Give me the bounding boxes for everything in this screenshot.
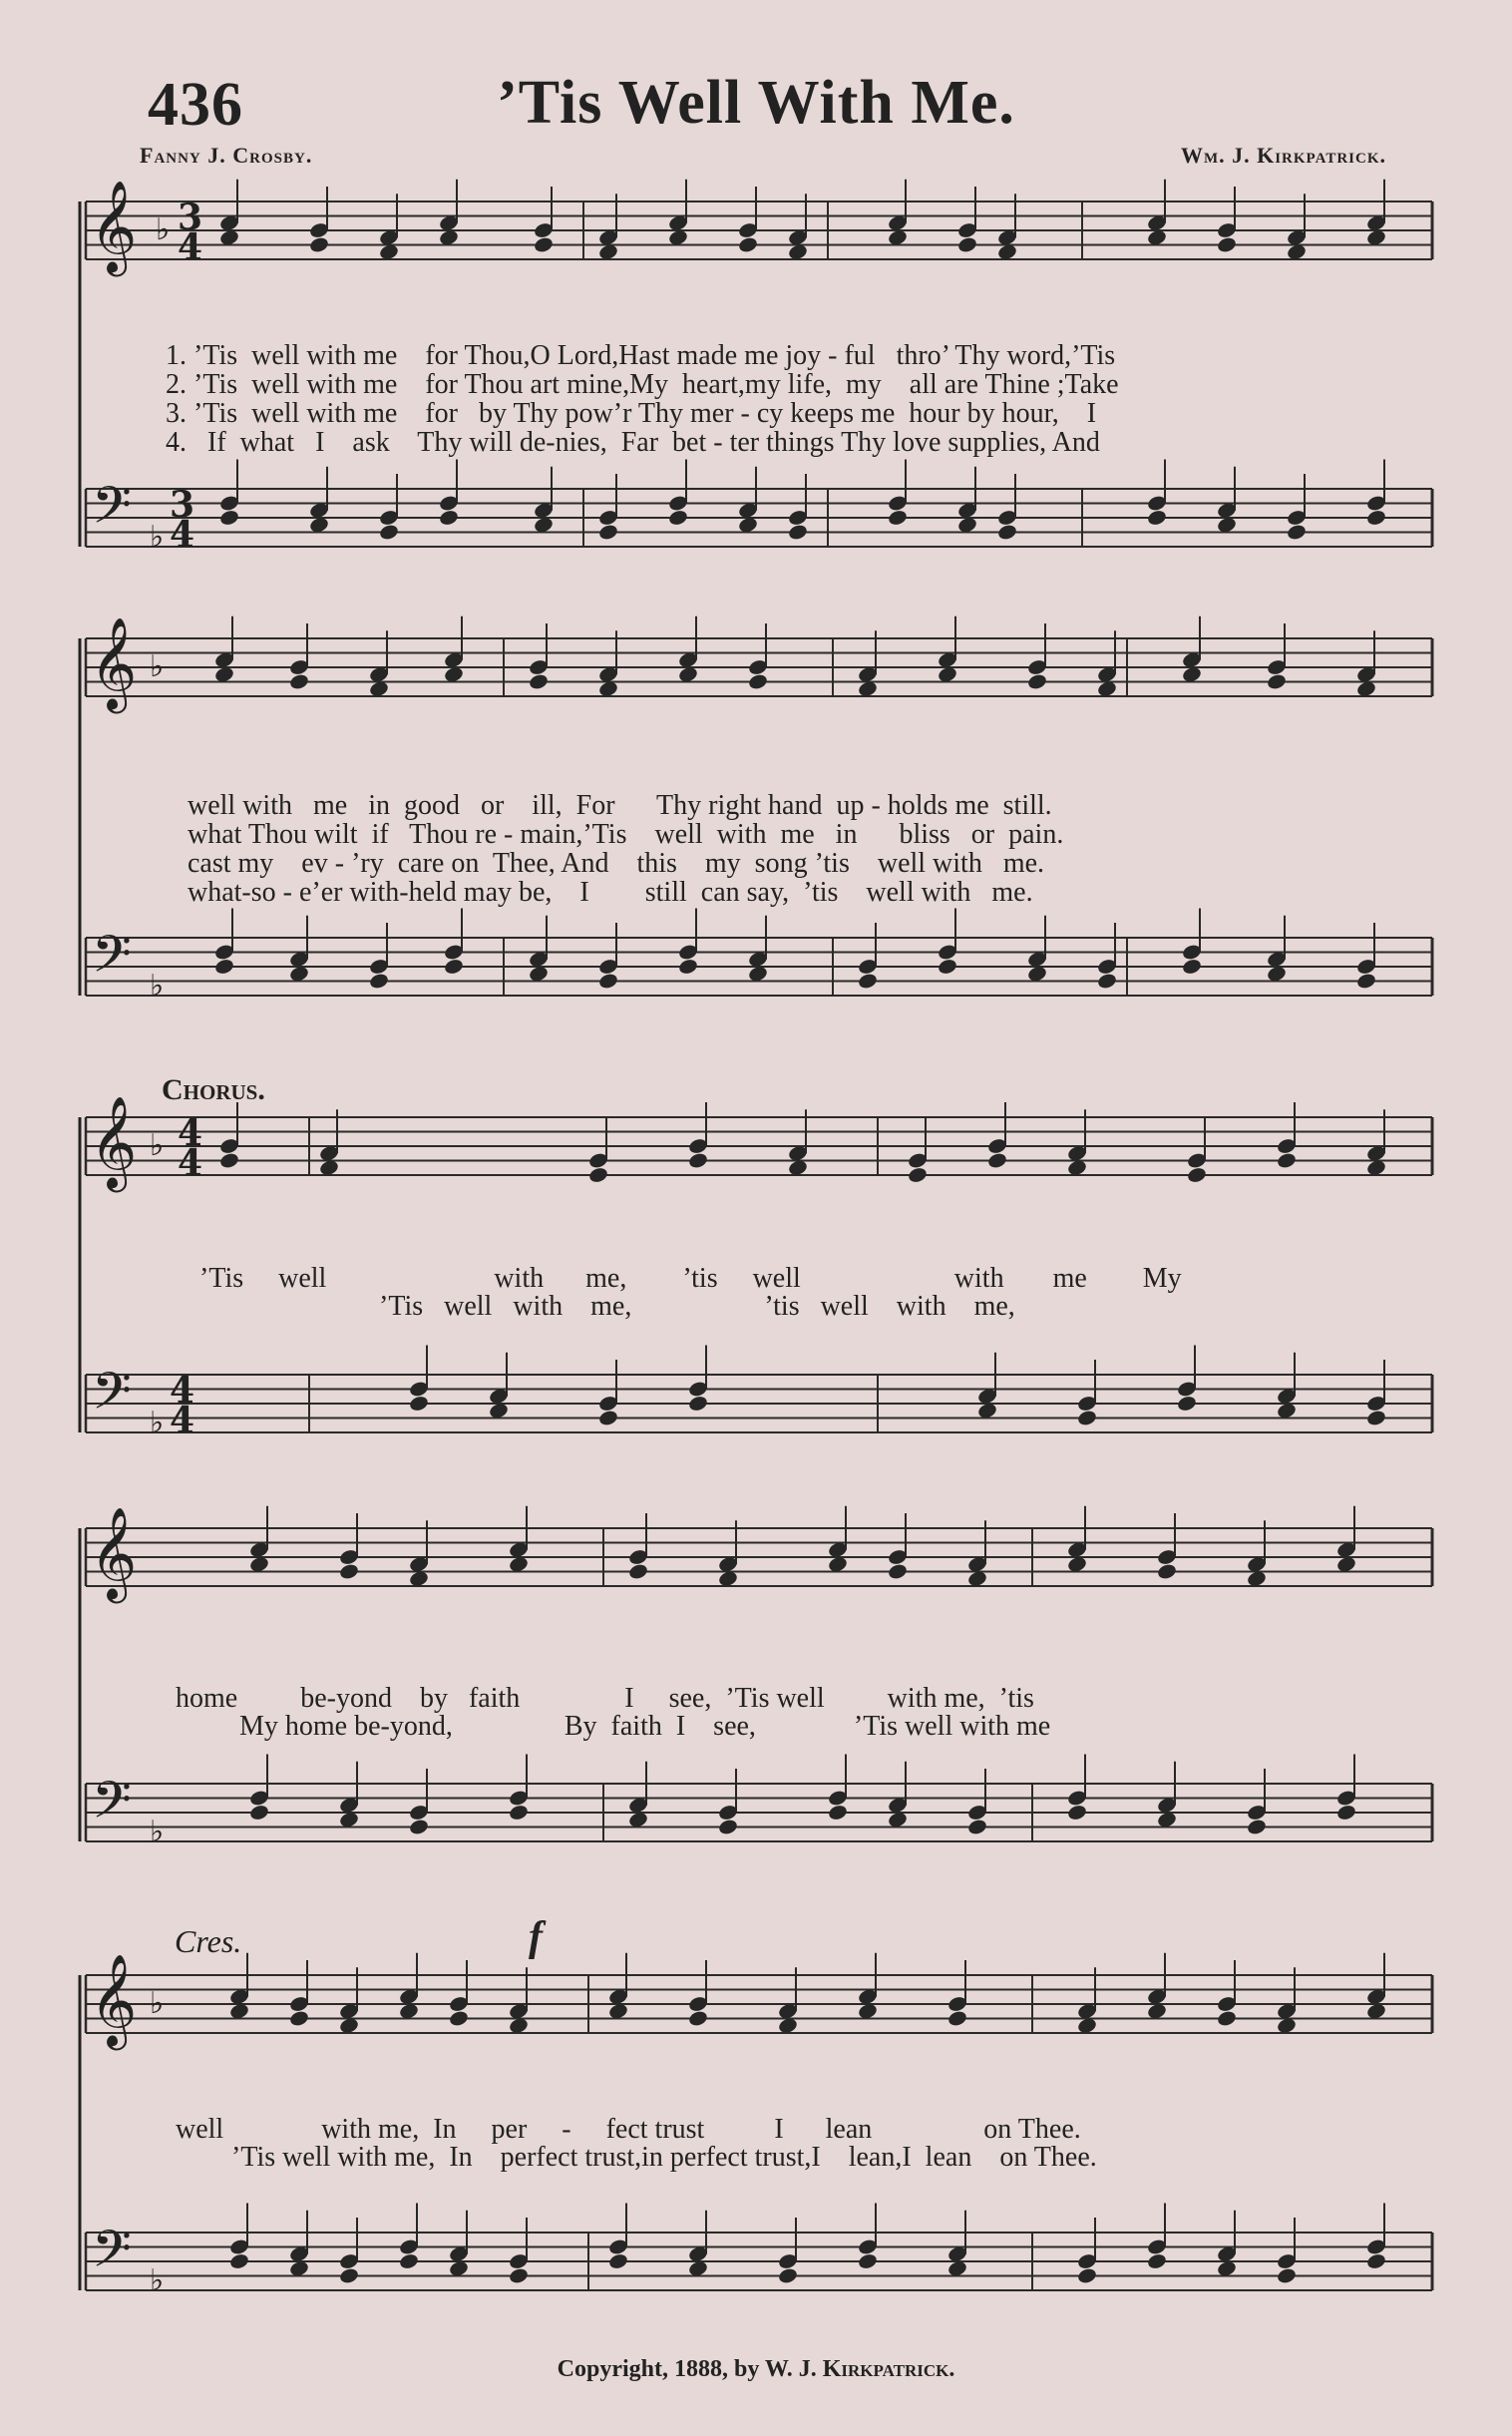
treble-clef: 𝄞 bbox=[90, 1506, 138, 1599]
note-head bbox=[443, 958, 464, 976]
note-head bbox=[1365, 509, 1386, 527]
bass-clef: 𝄢 bbox=[92, 1361, 132, 1433]
note-head bbox=[986, 1151, 1007, 1169]
note-head bbox=[308, 235, 329, 253]
chorus-lyrics-upper: home be-yond by faith I see, ’Tis well with me, ’tis bbox=[176, 1683, 1034, 1714]
note-head bbox=[1146, 2252, 1167, 2270]
note-head bbox=[677, 958, 698, 976]
note-head bbox=[956, 235, 977, 253]
treble-clef: 𝄞 bbox=[90, 180, 138, 272]
verse-1-line: well with me in good or ill, For Thy right hand up - holds me still. bbox=[188, 790, 1052, 821]
time-signature: 3 bbox=[178, 197, 203, 238]
bass-clef: 𝄢 bbox=[92, 2219, 132, 2291]
note-head bbox=[398, 2252, 419, 2270]
note-head bbox=[907, 1166, 928, 1184]
note-head bbox=[1176, 1395, 1197, 1413]
treble-clef: 𝄞 bbox=[90, 1953, 138, 2046]
key-signature: ♭ bbox=[150, 1815, 165, 1849]
key-signature: ♭ bbox=[156, 212, 171, 247]
note-head bbox=[787, 523, 808, 541]
note-head bbox=[368, 972, 389, 990]
note-head bbox=[887, 1562, 908, 1580]
note-head bbox=[627, 1562, 648, 1580]
chorus-lyrics-lower: ’Tis well with me, In perfect trust,in perfect trust,I lean,I lean on Thee. bbox=[231, 2142, 1097, 2173]
note-head bbox=[1096, 972, 1117, 990]
chorus-lyrics-upper: well with me, In per - fect trust I lean on Thee. bbox=[176, 2114, 1081, 2145]
treble-clef: 𝄞 bbox=[90, 1095, 138, 1188]
note-head bbox=[218, 1151, 239, 1169]
crescendo-mark: Cres. bbox=[175, 1923, 242, 1959]
note-head bbox=[1286, 523, 1307, 541]
note-head bbox=[597, 972, 618, 990]
note-head bbox=[288, 672, 309, 690]
forte-mark: f bbox=[529, 1914, 543, 1960]
chorus-lyrics-lower: ’Tis well with me, ’tis well with me, bbox=[379, 1291, 1015, 1322]
key-signature: ♭ bbox=[150, 649, 165, 684]
note-head bbox=[937, 958, 957, 976]
note-head bbox=[508, 2266, 529, 2284]
note-head bbox=[213, 958, 234, 976]
time-signature: 4 bbox=[178, 1142, 203, 1184]
time-signature: 4 bbox=[170, 1400, 195, 1441]
note-head bbox=[1246, 1818, 1267, 1835]
note-head bbox=[1276, 2266, 1297, 2284]
note-head bbox=[338, 2266, 359, 2284]
verse-3-line: cast my ev - ’ry care on Thee, And this my song ’tis well with me. bbox=[188, 848, 1045, 879]
note-head bbox=[1146, 509, 1167, 527]
note-head bbox=[887, 509, 908, 527]
note-head bbox=[1066, 1804, 1087, 1822]
note-head bbox=[338, 1562, 359, 1580]
verse-1-line: 1. ’Tis well with me for Thou,O Lord,Hast made me joy - ful thro’ Thy word,’Tis bbox=[166, 340, 1116, 371]
time-signature: 4 bbox=[178, 226, 203, 268]
note-head bbox=[1335, 1804, 1356, 1822]
note-head bbox=[747, 672, 768, 690]
key-signature: ♭ bbox=[150, 2263, 165, 2298]
key-signature: ♭ bbox=[150, 1128, 165, 1163]
note-head bbox=[1181, 958, 1202, 976]
note-head bbox=[996, 523, 1017, 541]
note-head bbox=[448, 2009, 469, 2027]
note-head bbox=[218, 509, 239, 527]
note-head bbox=[827, 1804, 848, 1822]
note-head bbox=[1076, 1409, 1097, 1426]
key-signature: ♭ bbox=[150, 1986, 165, 2021]
note-head bbox=[857, 2252, 878, 2270]
treble-clef: 𝄞 bbox=[90, 616, 138, 709]
note-head bbox=[1266, 672, 1287, 690]
time-signature: 4 bbox=[170, 514, 195, 556]
note-head bbox=[248, 1804, 269, 1822]
note-head bbox=[1276, 1151, 1297, 1169]
chorus-lyrics-lower: My home be-yond, By faith I see, ’Tis well with me bbox=[239, 1711, 1051, 1742]
verse-2-line: 2. ’Tis well with me for Thou art mine,My heart,my life, my all are Thine ;Take bbox=[166, 369, 1119, 400]
chorus-lyrics-upper: ’Tis well with me, ’tis well with me My bbox=[199, 1263, 1182, 1294]
note-head bbox=[1076, 2266, 1097, 2284]
note-head bbox=[533, 235, 554, 253]
bass-clef: 𝄢 bbox=[92, 924, 132, 997]
note-head bbox=[1026, 672, 1047, 690]
key-signature: ♭ bbox=[150, 1406, 165, 1440]
key-signature: ♭ bbox=[150, 520, 165, 555]
note-head bbox=[687, 1151, 708, 1169]
verse-2-line: what Thou wilt if Thou re - main,’Tis well with me in bliss or pain. bbox=[188, 819, 1064, 850]
verse-4-line: 4. If what I ask Thy will de-nies, Far bet - ter things Thy love supplies, And bbox=[166, 427, 1100, 458]
note-head bbox=[408, 1395, 429, 1413]
note-head bbox=[1216, 235, 1237, 253]
note-head bbox=[667, 509, 688, 527]
chorus-label: Chorus. bbox=[162, 1073, 265, 1106]
note-head bbox=[737, 235, 758, 253]
note-head bbox=[378, 523, 399, 541]
note-head bbox=[607, 2252, 628, 2270]
note-head bbox=[1365, 2252, 1386, 2270]
note-head bbox=[288, 2009, 309, 2027]
note-head bbox=[687, 1395, 708, 1413]
note-head bbox=[1156, 1562, 1177, 1580]
time-signature: 3 bbox=[170, 484, 195, 526]
lyricist: Fanny J. Crosby. bbox=[140, 143, 313, 168]
verse-4-line: what-so - e’er with-held may be, I still can say, ’tis well with me. bbox=[188, 877, 1033, 908]
note-head bbox=[1355, 972, 1376, 990]
note-head bbox=[1216, 2009, 1237, 2027]
note-head bbox=[528, 672, 549, 690]
bass-clef: 𝄢 bbox=[92, 475, 132, 548]
note-head bbox=[508, 1804, 529, 1822]
note-head bbox=[777, 2266, 798, 2284]
time-signature: 4 bbox=[170, 1370, 195, 1412]
note-head bbox=[966, 1818, 987, 1835]
note-head bbox=[717, 1818, 738, 1835]
note-head bbox=[597, 1409, 618, 1426]
note-head bbox=[1365, 1409, 1386, 1426]
bass-clef: 𝄢 bbox=[92, 1770, 132, 1842]
composer: Wm. J. Kirkpatrick. bbox=[1180, 143, 1386, 168]
note-head bbox=[228, 2252, 249, 2270]
hymn-number: 436 bbox=[148, 71, 243, 139]
note-head bbox=[1186, 1166, 1207, 1184]
hymn-title: ’Tis Well With Me. bbox=[497, 69, 1015, 137]
note-head bbox=[408, 1818, 429, 1835]
copyright-notice: Copyright, 1888, by W. J. Kirkpatrick. bbox=[557, 2356, 955, 2382]
note-head bbox=[587, 1166, 608, 1184]
note-head bbox=[687, 2009, 708, 2027]
note-head bbox=[857, 972, 878, 990]
note-head bbox=[946, 2009, 967, 2027]
note-head bbox=[597, 523, 618, 541]
note-head bbox=[438, 509, 459, 527]
key-signature: ♭ bbox=[150, 969, 165, 1004]
time-signature: 4 bbox=[178, 1112, 203, 1154]
verse-3-line: 3. ’Tis well with me for by Thy pow’r Thy mer - cy keeps me hour by hour, I bbox=[166, 398, 1097, 429]
